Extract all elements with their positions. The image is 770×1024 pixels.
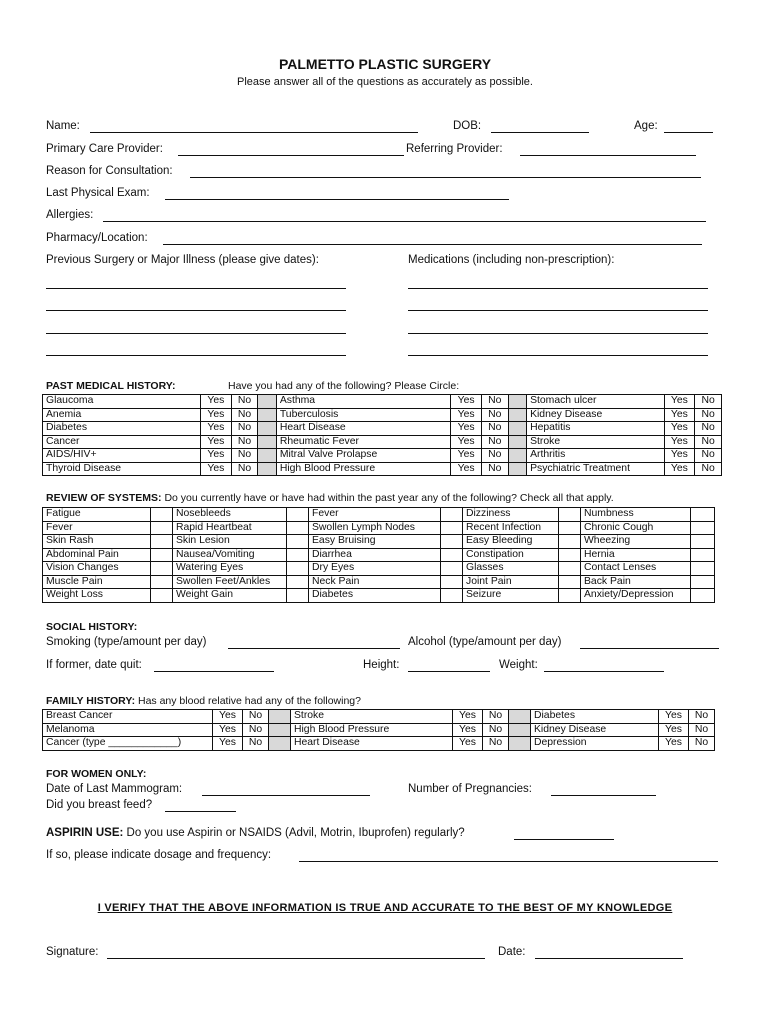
pmh-condition: Anemia (43, 408, 201, 422)
pmh-condition: High Blood Pressure (276, 462, 450, 476)
yes-option[interactable]: Yes (664, 435, 695, 449)
pmh-heading: PAST MEDICAL HISTORY: (46, 380, 176, 392)
ros-row (43, 521, 715, 535)
no-option[interactable]: No (483, 723, 509, 737)
family-row (43, 723, 715, 737)
ros-symptom: Vision Changes (43, 562, 151, 576)
ros-symptom: Watering Eyes (173, 562, 287, 576)
prev-surgery-line-3[interactable] (46, 333, 346, 334)
ros-symptom: Weight Loss (43, 589, 151, 603)
family-condition: Melanoma (43, 723, 213, 737)
ros-table (42, 507, 715, 603)
no-option[interactable]: No (481, 408, 508, 422)
medications-label: Medications (including non-prescription): (408, 254, 615, 266)
pmh-condition: Cancer (43, 435, 201, 449)
family-condition: Heart Disease (291, 737, 453, 751)
ros-heading-line (46, 492, 614, 504)
family-condition: Stroke (291, 710, 453, 724)
allergies-field[interactable] (103, 221, 706, 222)
ros-symptom: Dizziness (463, 508, 559, 522)
ros-prompt: Do you currently have or have had within the past year any of the following? Check all that apply. (164, 492, 614, 504)
smoking-field[interactable] (228, 648, 400, 649)
ros-symptom: Neck Pain (309, 575, 441, 589)
alcohol-label: Alcohol (type/amount per day) (408, 636, 562, 648)
family-row (43, 710, 715, 724)
pmh-row (43, 422, 722, 436)
ros-checkbox[interactable] (287, 562, 309, 576)
yes-option[interactable]: Yes (451, 449, 482, 463)
yes-option[interactable]: Yes (200, 395, 231, 409)
column-spacer (258, 422, 276, 436)
ros-symptom: Recent Infection (463, 521, 559, 535)
yes-option[interactable]: Yes (213, 737, 243, 751)
pmh-row (43, 435, 722, 449)
yes-option[interactable]: Yes (451, 462, 482, 476)
aspirin-line (46, 827, 465, 839)
yes-option[interactable]: Yes (451, 395, 482, 409)
no-option[interactable]: No (695, 449, 722, 463)
pmh-row (43, 462, 722, 476)
pmh-condition: Thyroid Disease (43, 462, 201, 476)
ros-symptom: Chronic Cough (581, 521, 691, 535)
ros-symptom: Anxiety/Depression (581, 589, 691, 603)
yes-option[interactable]: Yes (200, 435, 231, 449)
pregnancies-field[interactable] (551, 795, 656, 796)
pmh-row (43, 408, 722, 422)
former-field[interactable] (154, 671, 274, 672)
yes-option[interactable]: Yes (200, 422, 231, 436)
ros-row (43, 575, 715, 589)
ros-symptom: Easy Bleeding (463, 535, 559, 549)
reason-field[interactable] (190, 177, 701, 178)
column-spacer (269, 710, 291, 724)
ros-checkbox[interactable] (441, 589, 463, 603)
ros-symptom: Fatigue (43, 508, 151, 522)
ros-checkbox[interactable] (441, 508, 463, 522)
pmh-condition: Psychiatric Treatment (527, 462, 664, 476)
ros-checkbox[interactable] (151, 535, 173, 549)
no-option[interactable]: No (243, 710, 269, 724)
yes-option[interactable]: Yes (453, 723, 483, 737)
yes-option[interactable]: Yes (200, 462, 231, 476)
ros-row (43, 589, 715, 603)
no-option[interactable]: No (481, 449, 508, 463)
yes-option[interactable]: Yes (453, 710, 483, 724)
no-option[interactable]: No (695, 462, 722, 476)
no-option[interactable]: No (483, 737, 509, 751)
yes-option[interactable]: Yes (664, 462, 695, 476)
ros-row (43, 548, 715, 562)
ros-checkbox[interactable] (441, 575, 463, 589)
ros-checkbox[interactable] (559, 575, 581, 589)
pcp-field[interactable] (178, 155, 404, 156)
ros-checkbox[interactable] (559, 589, 581, 603)
family-condition: Diabetes (531, 710, 659, 724)
ros-symptom: Fever (43, 521, 151, 535)
ros-checkbox[interactable] (287, 521, 309, 535)
ros-checkbox[interactable] (691, 575, 715, 589)
ros-symptom: Skin Rash (43, 535, 151, 549)
ros-symptom: Swollen Feet/Ankles (173, 575, 287, 589)
no-option[interactable]: No (481, 462, 508, 476)
pmh-condition: Hepatitis (527, 422, 664, 436)
last-exam-field[interactable] (165, 199, 509, 200)
pmh-condition: AIDS/HIV+ (43, 449, 201, 463)
ros-checkbox[interactable] (287, 589, 309, 603)
aspirin-field[interactable] (514, 839, 614, 840)
ros-symptom: Back Pain (581, 575, 691, 589)
no-option[interactable]: No (231, 449, 258, 463)
signature-label: Signature: (46, 946, 99, 958)
no-option[interactable]: No (483, 710, 509, 724)
pmh-condition: Stomach ulcer (527, 395, 664, 409)
yes-option[interactable]: Yes (213, 710, 243, 724)
medications-line-3[interactable] (408, 333, 708, 334)
pmh-condition: Asthma (276, 395, 450, 409)
column-spacer (258, 395, 276, 409)
date-field[interactable] (535, 958, 683, 959)
ros-symptom: Contact Lenses (581, 562, 691, 576)
family-condition: Cancer (type ____________) (43, 737, 213, 751)
ros-checkbox[interactable] (287, 535, 309, 549)
no-option[interactable]: No (695, 395, 722, 409)
no-option[interactable]: No (243, 737, 269, 751)
yes-option[interactable]: Yes (213, 723, 243, 737)
pcp-label: Primary Care Provider: (46, 143, 163, 155)
ros-symptom: Muscle Pain (43, 575, 151, 589)
ros-checkbox[interactable] (151, 589, 173, 603)
referring-label: Referring Provider: (406, 143, 503, 155)
no-option[interactable]: No (231, 395, 258, 409)
ros-checkbox[interactable] (287, 508, 309, 522)
prev-surgery-line-1[interactable] (46, 288, 346, 289)
name-field[interactable] (90, 132, 418, 133)
family-heading: FAMILY HISTORY: (46, 695, 136, 707)
ros-checkbox[interactable] (559, 521, 581, 535)
ros-symptom: Fever (309, 508, 441, 522)
column-spacer (258, 462, 276, 476)
form-subtitle: Please answer all of the questions as accurately as possible. (237, 76, 533, 88)
yes-option[interactable]: Yes (200, 408, 231, 422)
ros-checkbox[interactable] (151, 575, 173, 589)
no-option[interactable]: No (481, 395, 508, 409)
ros-checkbox[interactable] (151, 508, 173, 522)
former-label: If former, date quit: (46, 659, 142, 671)
ros-checkbox[interactable] (691, 589, 715, 603)
pmh-condition: Kidney Disease (527, 408, 664, 422)
ros-checkbox[interactable] (287, 575, 309, 589)
yes-option[interactable]: Yes (664, 395, 695, 409)
yes-option[interactable]: Yes (451, 408, 482, 422)
no-option[interactable]: No (231, 462, 258, 476)
column-spacer (508, 395, 526, 409)
family-condition: Depression (531, 737, 659, 751)
prev-surgery-label: Previous Surgery or Major Illness (please give dates): (46, 254, 319, 266)
yes-option[interactable]: Yes (659, 737, 689, 751)
no-option[interactable]: No (689, 710, 715, 724)
ros-checkbox[interactable] (559, 535, 581, 549)
column-spacer (508, 435, 526, 449)
column-spacer (508, 422, 526, 436)
ros-checkbox[interactable] (691, 535, 715, 549)
breastfeed-field[interactable] (165, 811, 236, 812)
no-option[interactable]: No (231, 422, 258, 436)
yes-option[interactable]: Yes (664, 408, 695, 422)
column-spacer (508, 449, 526, 463)
aspirin-question: Do you use Aspirin or NSAIDS (Advil, Motrin, Ibuprofen) regularly? (126, 827, 465, 839)
pmh-condition: Heart Disease (276, 422, 450, 436)
pmh-condition: Glaucoma (43, 395, 201, 409)
referring-field[interactable] (520, 155, 696, 156)
dosage-field[interactable] (299, 861, 718, 862)
ros-checkbox[interactable] (559, 548, 581, 562)
pmh-condition: Tuberculosis (276, 408, 450, 422)
ros-checkbox[interactable] (441, 535, 463, 549)
prev-surgery-line-2[interactable] (46, 310, 346, 311)
medications-line-4[interactable] (408, 355, 708, 356)
ros-symptom: Nosebleeds (173, 508, 287, 522)
family-condition: Kidney Disease (531, 723, 659, 737)
medications-line-1[interactable] (408, 288, 708, 289)
pmh-table (42, 394, 722, 476)
ros-checkbox[interactable] (559, 562, 581, 576)
family-row (43, 737, 715, 751)
pmh-condition: Rheumatic Fever (276, 435, 450, 449)
no-option[interactable]: No (695, 435, 722, 449)
dob-field[interactable] (491, 132, 589, 133)
ros-symptom: Swollen Lymph Nodes (309, 521, 441, 535)
no-option[interactable]: No (231, 408, 258, 422)
column-spacer (258, 449, 276, 463)
women-heading: FOR WOMEN ONLY: (46, 768, 147, 780)
ros-row (43, 535, 715, 549)
ros-checkbox[interactable] (151, 548, 173, 562)
no-option[interactable]: No (689, 737, 715, 751)
ros-symptom: Hernia (581, 548, 691, 562)
yes-option[interactable]: Yes (451, 435, 482, 449)
date-label: Date: (498, 946, 526, 958)
column-spacer (509, 737, 531, 751)
column-spacer (509, 723, 531, 737)
allergies-label: Allergies: (46, 209, 94, 221)
ros-symptom: Abdominal Pain (43, 548, 151, 562)
last-exam-label: Last Physical Exam: (46, 187, 150, 199)
verify-statement: I VERIFY THAT THE ABOVE INFORMATION IS TRUE AND ACCURATE TO THE BEST OF MY KNOWLEDGE (97, 902, 673, 914)
ros-checkbox[interactable] (691, 508, 715, 522)
ros-symptom: Constipation (463, 548, 559, 562)
ros-heading: REVIEW OF SYSTEMS: (46, 492, 162, 504)
ros-checkbox[interactable] (691, 548, 715, 562)
column-spacer (269, 737, 291, 751)
ros-checkbox[interactable] (691, 521, 715, 535)
ros-symptom: Numbness (581, 508, 691, 522)
yes-option[interactable]: Yes (453, 737, 483, 751)
ros-symptom: Easy Bruising (309, 535, 441, 549)
yes-option[interactable]: Yes (659, 710, 689, 724)
ros-symptom: Rapid Heartbeat (173, 521, 287, 535)
no-option[interactable]: No (481, 422, 508, 436)
social-heading: SOCIAL HISTORY: (46, 621, 138, 633)
pmh-prompt: Have you had any of the following? Please Circle: (228, 380, 460, 392)
breastfeed-label: Did you breast feed? (46, 799, 153, 811)
pregnancies-label: Number of Pregnancies: (408, 783, 533, 795)
column-spacer (508, 462, 526, 476)
ros-checkbox[interactable] (151, 562, 173, 576)
ros-symptom: Diabetes (309, 589, 441, 603)
no-option[interactable]: No (231, 435, 258, 449)
dob-label: DOB: (453, 120, 482, 132)
family-prompt: Has any blood relative had any of the following? (138, 695, 361, 707)
column-spacer (509, 710, 531, 724)
ros-symptom: Joint Pain (463, 575, 559, 589)
form-title: PALMETTO PLASTIC SURGERY (278, 56, 492, 72)
column-spacer (508, 408, 526, 422)
age-field[interactable] (664, 132, 713, 133)
no-option[interactable]: No (689, 723, 715, 737)
ros-symptom: Wheezing (581, 535, 691, 549)
dosage-label: If so, please indicate dosage and frequency: (46, 849, 272, 861)
pharmacy-field[interactable] (163, 244, 702, 245)
family-heading-line (46, 695, 361, 707)
pmh-row (43, 395, 722, 409)
yes-option[interactable]: Yes (200, 449, 231, 463)
ros-row (43, 508, 715, 522)
ros-symptom: Seizure (463, 589, 559, 603)
column-spacer (269, 723, 291, 737)
medications-line-2[interactable] (408, 310, 708, 311)
ros-symptom: Nausea/Vomiting (173, 548, 287, 562)
pharmacy-label: Pharmacy/Location: (46, 232, 148, 244)
ros-symptom: Dry Eyes (309, 562, 441, 576)
family-condition: High Blood Pressure (291, 723, 453, 737)
ros-checkbox[interactable] (691, 562, 715, 576)
ros-checkbox[interactable] (441, 521, 463, 535)
column-spacer (258, 408, 276, 422)
aspirin-heading: ASPIRIN USE: (46, 827, 124, 839)
weight-label: Weight: (499, 659, 538, 671)
yes-option[interactable]: Yes (664, 422, 695, 436)
mammogram-field[interactable] (202, 795, 370, 796)
pmh-condition: Arthritis (527, 449, 664, 463)
ros-checkbox[interactable] (441, 562, 463, 576)
no-option[interactable]: No (243, 723, 269, 737)
ros-row (43, 562, 715, 576)
pmh-condition: Diabetes (43, 422, 201, 436)
yes-option[interactable]: Yes (451, 422, 482, 436)
weight-field[interactable] (544, 671, 664, 672)
age-label: Age: (634, 120, 658, 132)
mammogram-label: Date of Last Mammogram: (46, 783, 183, 795)
smoking-label: Smoking (type/amount per day) (46, 636, 207, 648)
pmh-row (43, 449, 722, 463)
prev-surgery-line-4[interactable] (46, 355, 346, 356)
height-label: Height: (363, 659, 400, 671)
pmh-condition: Stroke (527, 435, 664, 449)
alcohol-field[interactable] (580, 648, 719, 649)
pmh-condition: Mitral Valve Prolapse (276, 449, 450, 463)
yes-option[interactable]: Yes (659, 723, 689, 737)
ros-checkbox[interactable] (151, 521, 173, 535)
column-spacer (258, 435, 276, 449)
no-option[interactable]: No (481, 435, 508, 449)
signature-field[interactable] (107, 958, 485, 959)
no-option[interactable]: No (695, 422, 722, 436)
no-option[interactable]: No (695, 408, 722, 422)
yes-option[interactable]: Yes (664, 449, 695, 463)
family-table (42, 709, 715, 751)
name-label: Name: (46, 120, 80, 132)
ros-checkbox[interactable] (559, 508, 581, 522)
ros-symptom: Skin Lesion (173, 535, 287, 549)
family-condition: Breast Cancer (43, 710, 213, 724)
ros-symptom: Glasses (463, 562, 559, 576)
ros-symptom: Diarrhea (309, 548, 441, 562)
ros-checkbox[interactable] (287, 548, 309, 562)
reason-label: Reason for Consultation: (46, 165, 173, 177)
height-field[interactable] (408, 671, 490, 672)
ros-symptom: Weight Gain (173, 589, 287, 603)
ros-checkbox[interactable] (441, 548, 463, 562)
